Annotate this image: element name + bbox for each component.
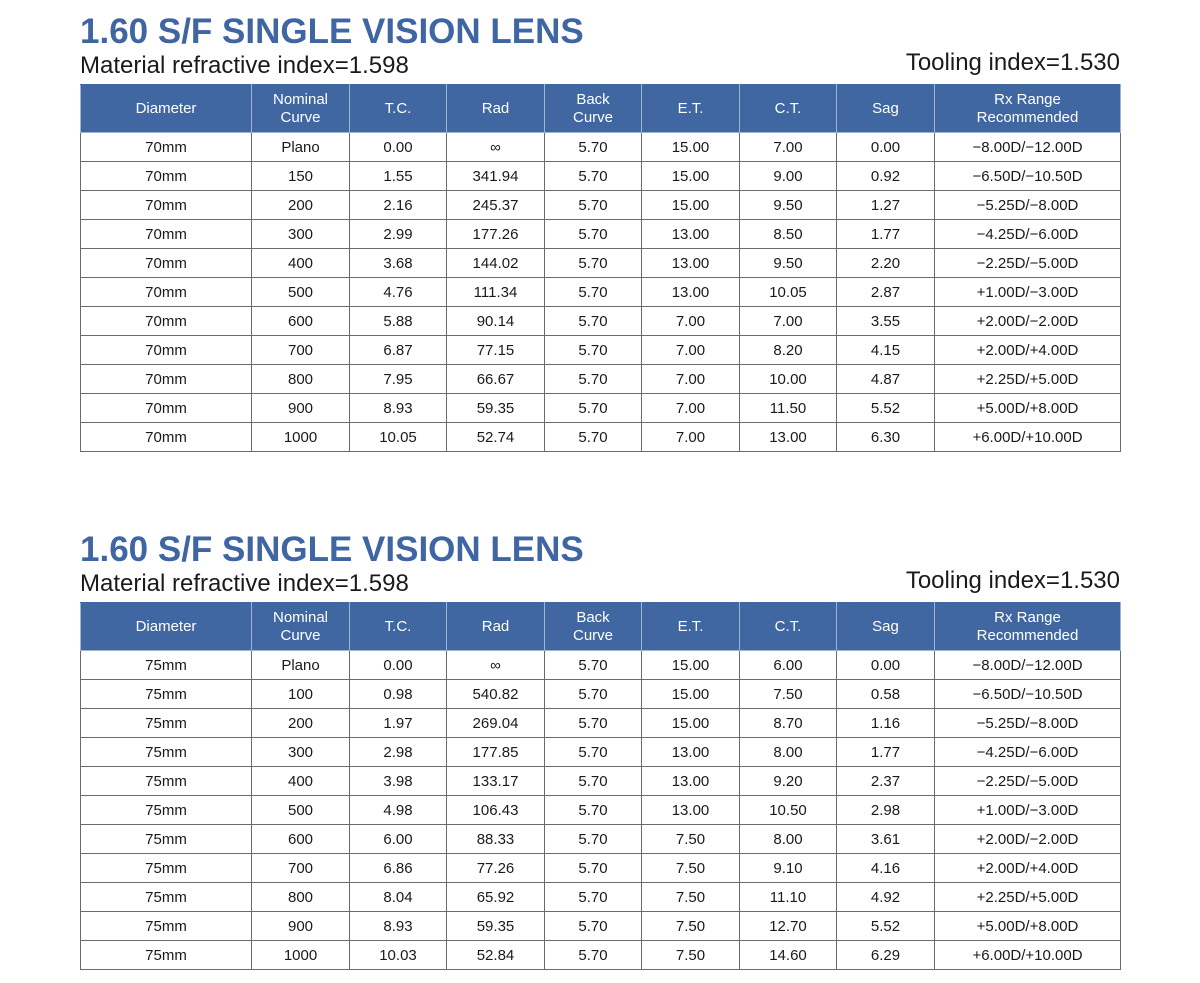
cell-sag: 5.52 <box>837 394 935 423</box>
table-row <box>81 249 1121 278</box>
column-header-back-curve: Back Curve <box>545 603 642 651</box>
column-header-ct: C.T. <box>740 603 837 651</box>
material-index: Material refractive index=1.598 <box>80 570 409 597</box>
cell-nominal-curve: 200 <box>252 191 350 220</box>
table-row <box>81 394 1121 423</box>
cell-diameter: 75mm <box>81 651 252 680</box>
cell-back-curve: 5.70 <box>545 825 642 854</box>
cell-et: 13.00 <box>642 796 740 825</box>
section-title: 1.60 S/F SINGLE VISION LENS <box>80 12 584 51</box>
table-row <box>81 162 1121 191</box>
table-row <box>81 825 1121 854</box>
cell-nominal-curve: Plano <box>252 651 350 680</box>
cell-rx-range: +2.00D/+4.00D <box>935 854 1121 883</box>
cell-ct: 11.50 <box>740 394 837 423</box>
cell-nominal-curve: Plano <box>252 133 350 162</box>
column-header-back-curve: Back Curve <box>545 85 642 133</box>
cell-ct: 8.00 <box>740 738 837 767</box>
cell-sag: 3.61 <box>837 825 935 854</box>
cell-back-curve: 5.70 <box>545 394 642 423</box>
cell-back-curve: 5.70 <box>545 133 642 162</box>
cell-et: 13.00 <box>642 278 740 307</box>
cell-diameter: 75mm <box>81 767 252 796</box>
cell-sag: 1.77 <box>837 220 935 249</box>
cell-tc: 4.98 <box>350 796 447 825</box>
table-row <box>81 709 1121 738</box>
cell-sag: 4.16 <box>837 854 935 883</box>
cell-diameter: 75mm <box>81 883 252 912</box>
cell-ct: 8.70 <box>740 709 837 738</box>
cell-rx-range: −6.50D/−10.50D <box>935 162 1121 191</box>
cell-sag: 2.87 <box>837 278 935 307</box>
cell-tc: 1.97 <box>350 709 447 738</box>
cell-rx-range: +2.00D/−2.00D <box>935 307 1121 336</box>
cell-rx-range: −2.25D/−5.00D <box>935 767 1121 796</box>
table-row <box>81 651 1121 680</box>
cell-nominal-curve: 700 <box>252 854 350 883</box>
cell-rad: 245.37 <box>447 191 545 220</box>
tooling-index: Tooling index=1.530 <box>905 567 1120 594</box>
table-row <box>81 941 1121 970</box>
cell-nominal-curve: 500 <box>252 278 350 307</box>
cell-rad: 90.14 <box>447 307 545 336</box>
cell-tc: 2.99 <box>350 220 447 249</box>
cell-et: 15.00 <box>642 162 740 191</box>
cell-rad: 77.26 <box>447 854 545 883</box>
cell-rx-range: −8.00D/−12.00D <box>935 651 1121 680</box>
cell-rx-range: +6.00D/+10.00D <box>935 423 1121 452</box>
cell-tc: 7.95 <box>350 365 447 394</box>
cell-nominal-curve: 400 <box>252 767 350 796</box>
cell-tc: 8.04 <box>350 883 447 912</box>
cell-back-curve: 5.70 <box>545 883 642 912</box>
cell-rad: 341.94 <box>447 162 545 191</box>
cell-sag: 1.27 <box>837 191 935 220</box>
cell-rad: 133.17 <box>447 767 545 796</box>
cell-rad: 88.33 <box>447 825 545 854</box>
cell-back-curve: 5.70 <box>545 278 642 307</box>
cell-et: 7.00 <box>642 307 740 336</box>
cell-diameter: 75mm <box>81 854 252 883</box>
cell-diameter: 70mm <box>81 394 252 423</box>
column-header-tc: T.C. <box>350 85 447 133</box>
cell-ct: 7.00 <box>740 307 837 336</box>
cell-et: 7.00 <box>642 365 740 394</box>
column-header-nominal-curve: Nominal Curve <box>252 85 350 133</box>
cell-rx-range: −6.50D/−10.50D <box>935 680 1121 709</box>
cell-rad: 111.34 <box>447 278 545 307</box>
cell-rx-range: +2.25D/+5.00D <box>935 883 1121 912</box>
cell-diameter: 75mm <box>81 796 252 825</box>
cell-rx-range: +2.00D/−2.00D <box>935 825 1121 854</box>
cell-diameter: 70mm <box>81 133 252 162</box>
lens-table <box>80 84 1121 452</box>
column-header-et: E.T. <box>642 603 740 651</box>
cell-sag: 0.58 <box>837 680 935 709</box>
table-row <box>81 912 1121 941</box>
cell-ct: 10.00 <box>740 365 837 394</box>
cell-ct: 10.50 <box>740 796 837 825</box>
cell-et: 15.00 <box>642 133 740 162</box>
cell-rad: 52.84 <box>447 941 545 970</box>
cell-diameter: 70mm <box>81 220 252 249</box>
cell-diameter: 70mm <box>81 336 252 365</box>
cell-rad: 59.35 <box>447 394 545 423</box>
cell-nominal-curve: 100 <box>252 680 350 709</box>
column-header-tc: T.C. <box>350 603 447 651</box>
cell-back-curve: 5.70 <box>545 912 642 941</box>
cell-diameter: 75mm <box>81 738 252 767</box>
cell-rad: 65.92 <box>447 883 545 912</box>
cell-diameter: 70mm <box>81 249 252 278</box>
cell-sag: 0.00 <box>837 651 935 680</box>
cell-sag: 4.87 <box>837 365 935 394</box>
cell-rx-range: +1.00D/−3.00D <box>935 278 1121 307</box>
cell-et: 7.50 <box>642 883 740 912</box>
cell-nominal-curve: 150 <box>252 162 350 191</box>
cell-rad: 177.85 <box>447 738 545 767</box>
material-index: Material refractive index=1.598 <box>80 52 409 79</box>
cell-back-curve: 5.70 <box>545 680 642 709</box>
cell-sag: 1.16 <box>837 709 935 738</box>
cell-ct: 9.10 <box>740 854 837 883</box>
cell-sag: 3.55 <box>837 307 935 336</box>
cell-rad: 269.04 <box>447 709 545 738</box>
cell-nominal-curve: 500 <box>252 796 350 825</box>
cell-et: 7.50 <box>642 854 740 883</box>
cell-diameter: 70mm <box>81 365 252 394</box>
cell-nominal-curve: 300 <box>252 220 350 249</box>
table-row <box>81 220 1121 249</box>
cell-diameter: 75mm <box>81 709 252 738</box>
cell-back-curve: 5.70 <box>545 220 642 249</box>
cell-rx-range: +6.00D/+10.00D <box>935 941 1121 970</box>
cell-rx-range: +2.00D/+4.00D <box>935 336 1121 365</box>
cell-back-curve: 5.70 <box>545 767 642 796</box>
cell-tc: 0.00 <box>350 651 447 680</box>
table-row <box>81 191 1121 220</box>
table-row <box>81 796 1121 825</box>
column-header-et: E.T. <box>642 85 740 133</box>
cell-sag: 0.92 <box>837 162 935 191</box>
cell-rad: 52.74 <box>447 423 545 452</box>
cell-nominal-curve: 700 <box>252 336 350 365</box>
cell-rad: 540.82 <box>447 680 545 709</box>
column-header-rad: Rad <box>447 85 545 133</box>
column-header-rad: Rad <box>447 603 545 651</box>
cell-back-curve: 5.70 <box>545 336 642 365</box>
cell-back-curve: 5.70 <box>545 191 642 220</box>
cell-rx-range: −5.25D/−8.00D <box>935 709 1121 738</box>
cell-tc: 8.93 <box>350 912 447 941</box>
cell-rx-range: −4.25D/−6.00D <box>935 220 1121 249</box>
cell-sag: 6.30 <box>837 423 935 452</box>
cell-back-curve: 5.70 <box>545 307 642 336</box>
cell-ct: 7.00 <box>740 133 837 162</box>
cell-nominal-curve: 300 <box>252 738 350 767</box>
cell-ct: 12.70 <box>740 912 837 941</box>
cell-sag: 4.92 <box>837 883 935 912</box>
cell-tc: 6.86 <box>350 854 447 883</box>
cell-et: 15.00 <box>642 191 740 220</box>
cell-sag: 2.20 <box>837 249 935 278</box>
cell-rx-range: −5.25D/−8.00D <box>935 191 1121 220</box>
cell-back-curve: 5.70 <box>545 941 642 970</box>
cell-nominal-curve: 900 <box>252 912 350 941</box>
cell-et: 7.50 <box>642 825 740 854</box>
cell-nominal-curve: 900 <box>252 394 350 423</box>
cell-tc: 3.68 <box>350 249 447 278</box>
cell-diameter: 70mm <box>81 278 252 307</box>
cell-tc: 0.98 <box>350 680 447 709</box>
cell-nominal-curve: 800 <box>252 365 350 394</box>
cell-tc: 3.98 <box>350 767 447 796</box>
table-row <box>81 767 1121 796</box>
cell-et: 7.00 <box>642 423 740 452</box>
cell-ct: 8.50 <box>740 220 837 249</box>
column-header-ct: C.T. <box>740 85 837 133</box>
cell-tc: 8.93 <box>350 394 447 423</box>
cell-diameter: 75mm <box>81 825 252 854</box>
cell-ct: 14.60 <box>740 941 837 970</box>
cell-ct: 9.00 <box>740 162 837 191</box>
cell-tc: 4.76 <box>350 278 447 307</box>
cell-sag: 0.00 <box>837 133 935 162</box>
cell-et: 15.00 <box>642 680 740 709</box>
cell-nominal-curve: 600 <box>252 307 350 336</box>
cell-et: 13.00 <box>642 220 740 249</box>
cell-tc: 2.16 <box>350 191 447 220</box>
cell-back-curve: 5.70 <box>545 249 642 278</box>
cell-rad: 77.15 <box>447 336 545 365</box>
cell-sag: 6.29 <box>837 941 935 970</box>
table-row <box>81 854 1121 883</box>
tooling-index: Tooling index=1.530 <box>905 49 1120 76</box>
cell-ct: 8.20 <box>740 336 837 365</box>
cell-rad: ∞ <box>447 651 545 680</box>
cell-nominal-curve: 600 <box>252 825 350 854</box>
table-row <box>81 738 1121 767</box>
cell-et: 7.50 <box>642 941 740 970</box>
cell-ct: 9.50 <box>740 249 837 278</box>
cell-rx-range: +5.00D/+8.00D <box>935 394 1121 423</box>
cell-diameter: 70mm <box>81 191 252 220</box>
cell-ct: 6.00 <box>740 651 837 680</box>
column-header-nominal-curve: Nominal Curve <box>252 603 350 651</box>
cell-tc: 10.03 <box>350 941 447 970</box>
cell-back-curve: 5.70 <box>545 738 642 767</box>
cell-sag: 2.98 <box>837 796 935 825</box>
cell-et: 15.00 <box>642 709 740 738</box>
table-row <box>81 680 1121 709</box>
cell-tc: 6.87 <box>350 336 447 365</box>
cell-nominal-curve: 800 <box>252 883 350 912</box>
cell-back-curve: 5.70 <box>545 796 642 825</box>
cell-et: 13.00 <box>642 738 740 767</box>
cell-tc: 2.98 <box>350 738 447 767</box>
cell-sag: 1.77 <box>837 738 935 767</box>
column-header-diameter: Diameter <box>81 85 252 133</box>
cell-rx-range: +2.25D/+5.00D <box>935 365 1121 394</box>
cell-back-curve: 5.70 <box>545 651 642 680</box>
cell-tc: 10.05 <box>350 423 447 452</box>
table-row <box>81 365 1121 394</box>
column-header-diameter: Diameter <box>81 603 252 651</box>
cell-sag: 2.37 <box>837 767 935 796</box>
cell-rad: 59.35 <box>447 912 545 941</box>
cell-sag: 5.52 <box>837 912 935 941</box>
column-header-rx-range: Rx Range Recommended <box>935 85 1121 133</box>
cell-tc: 1.55 <box>350 162 447 191</box>
cell-back-curve: 5.70 <box>545 162 642 191</box>
cell-rad: 66.67 <box>447 365 545 394</box>
cell-ct: 8.00 <box>740 825 837 854</box>
cell-diameter: 70mm <box>81 423 252 452</box>
cell-diameter: 75mm <box>81 912 252 941</box>
table-row <box>81 278 1121 307</box>
cell-ct: 10.05 <box>740 278 837 307</box>
cell-nominal-curve: 1000 <box>252 941 350 970</box>
cell-ct: 9.20 <box>740 767 837 796</box>
cell-rad: 177.26 <box>447 220 545 249</box>
cell-back-curve: 5.70 <box>545 365 642 394</box>
table-row <box>81 423 1121 452</box>
cell-rad: 144.02 <box>447 249 545 278</box>
cell-et: 15.00 <box>642 651 740 680</box>
cell-tc: 6.00 <box>350 825 447 854</box>
cell-rx-range: +1.00D/−3.00D <box>935 796 1121 825</box>
table-row <box>81 336 1121 365</box>
cell-rx-range: −2.25D/−5.00D <box>935 249 1121 278</box>
cell-ct: 13.00 <box>740 423 837 452</box>
cell-tc: 5.88 <box>350 307 447 336</box>
cell-back-curve: 5.70 <box>545 709 642 738</box>
cell-et: 7.00 <box>642 394 740 423</box>
cell-rx-range: −8.00D/−12.00D <box>935 133 1121 162</box>
table-row <box>81 307 1121 336</box>
column-header-sag: Sag <box>837 603 935 651</box>
cell-et: 7.00 <box>642 336 740 365</box>
table-row <box>81 133 1121 162</box>
column-header-sag: Sag <box>837 85 935 133</box>
cell-ct: 11.10 <box>740 883 837 912</box>
section-title: 1.60 S/F SINGLE VISION LENS <box>80 530 584 569</box>
cell-rx-range: +5.00D/+8.00D <box>935 912 1121 941</box>
cell-nominal-curve: 400 <box>252 249 350 278</box>
cell-back-curve: 5.70 <box>545 854 642 883</box>
cell-ct: 7.50 <box>740 680 837 709</box>
cell-rx-range: −4.25D/−6.00D <box>935 738 1121 767</box>
cell-back-curve: 5.70 <box>545 423 642 452</box>
cell-ct: 9.50 <box>740 191 837 220</box>
cell-rad: ∞ <box>447 133 545 162</box>
cell-diameter: 75mm <box>81 941 252 970</box>
cell-diameter: 70mm <box>81 162 252 191</box>
cell-diameter: 70mm <box>81 307 252 336</box>
cell-diameter: 75mm <box>81 680 252 709</box>
cell-et: 13.00 <box>642 249 740 278</box>
cell-tc: 0.00 <box>350 133 447 162</box>
cell-nominal-curve: 1000 <box>252 423 350 452</box>
cell-nominal-curve: 200 <box>252 709 350 738</box>
cell-rad: 106.43 <box>447 796 545 825</box>
cell-sag: 4.15 <box>837 336 935 365</box>
lens-table <box>80 602 1121 970</box>
table-row <box>81 883 1121 912</box>
cell-et: 7.50 <box>642 912 740 941</box>
column-header-rx-range: Rx Range Recommended <box>935 603 1121 651</box>
cell-et: 13.00 <box>642 767 740 796</box>
